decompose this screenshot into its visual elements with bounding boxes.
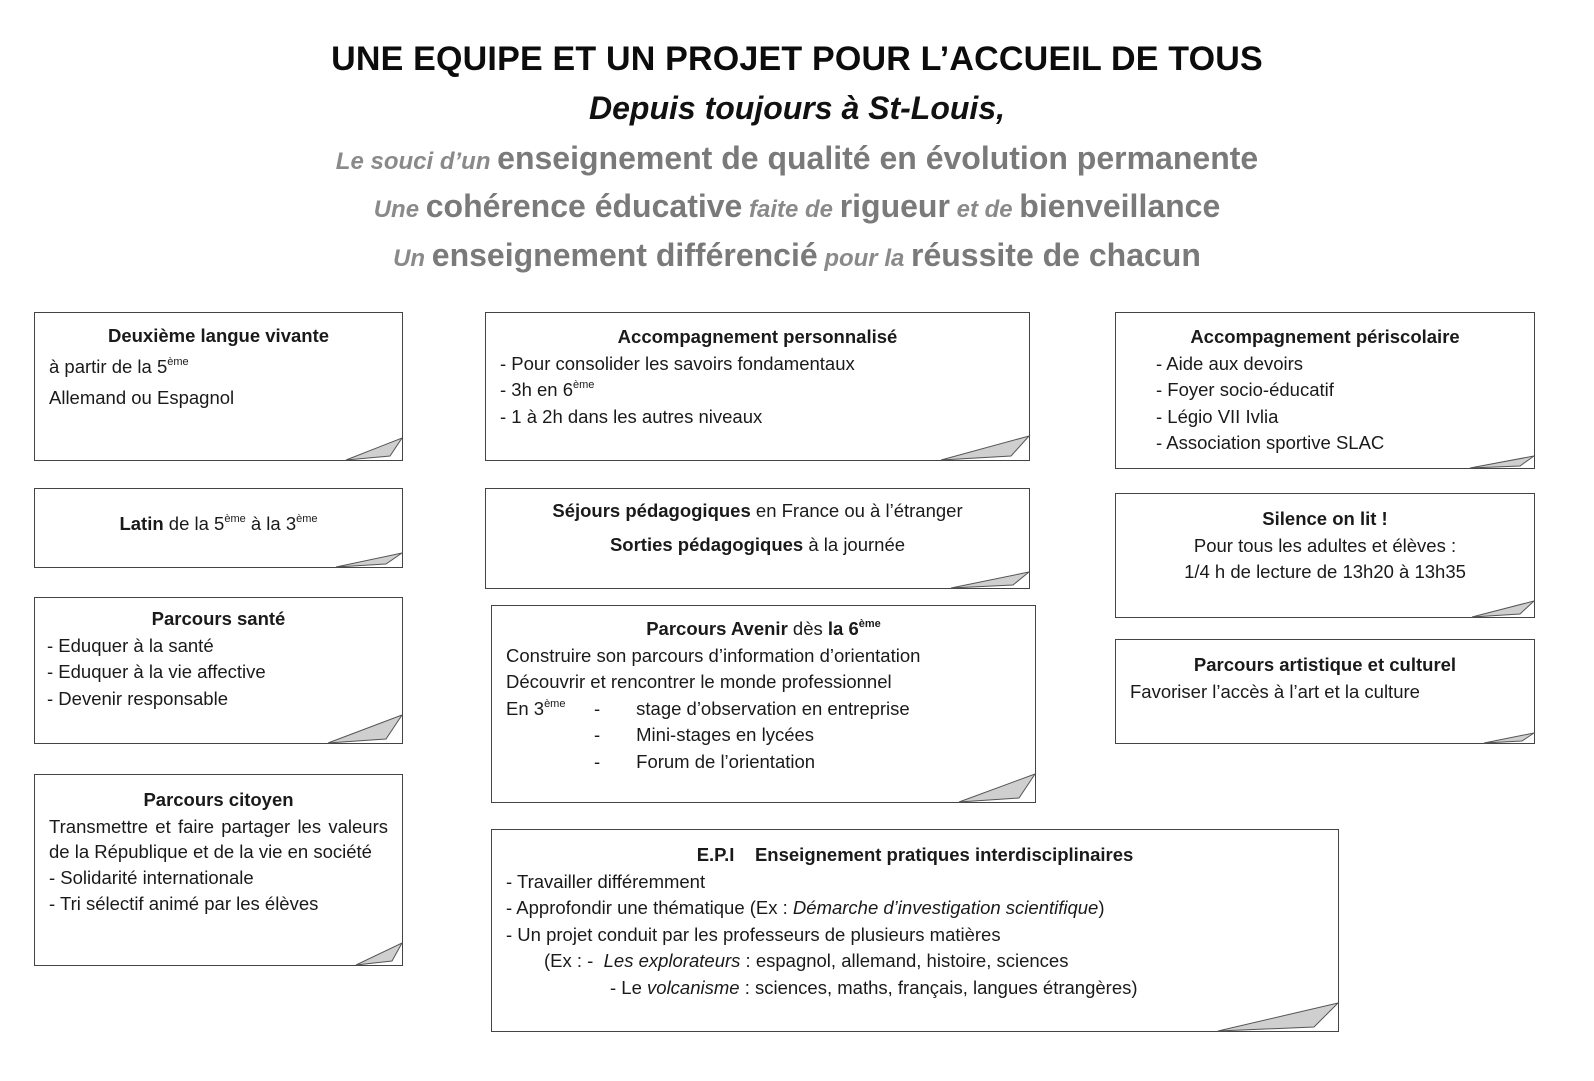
list-item: - Association sportive SLAC (1156, 432, 1385, 453)
text-italic: Démarche d’investigation scientifique (792, 897, 1099, 918)
page-curl-icon (1468, 454, 1536, 470)
list-item: - Eduquer à la santé (47, 634, 214, 656)
card-title: Parcours santé (151, 608, 286, 629)
list-item: - Solidarité internationale (49, 866, 254, 888)
superscript: ème (224, 513, 246, 525)
list-item: - Forum de l’orientation (594, 750, 816, 772)
card-title: Deuxième langue vivante (107, 325, 330, 346)
text-segment: à partir de la 5 (49, 355, 168, 377)
list-prefix (506, 696, 594, 723)
card-parcours-avenir (491, 605, 1036, 803)
text-segment: dès (787, 618, 828, 639)
motto-2-f: bienveillance (1019, 188, 1221, 224)
page-subtitle: Depuis toujours à St-Louis, (588, 90, 1005, 126)
list-item: - Légio VII Ivlia (1156, 405, 1279, 427)
page-title: UNE EQUIPE ET UN PROJET POUR L’ACCUEIL DE TOUS (331, 40, 1263, 78)
list-item (506, 895, 1324, 922)
text-segment: de la 5 (163, 513, 225, 534)
page-curl-icon (957, 772, 1037, 804)
list-item: - Eduquer à la vie affective (47, 661, 266, 682)
motto-2-d: rigueur (839, 188, 950, 224)
list-item: - 1 à 2h dans les autres niveaux (500, 405, 763, 427)
text-segment: en France ou à l’étranger (750, 500, 963, 521)
motto-3-b: enseignement différencié (431, 237, 818, 273)
list-item (500, 377, 1015, 404)
motto-line-1 (0, 140, 1594, 177)
card-sejours-pedagogiques (485, 488, 1030, 589)
card-title: Silence on lit ! (1262, 508, 1388, 529)
page-curl-icon (949, 570, 1031, 590)
card-title: Parcours citoyen (143, 789, 294, 810)
text-italic: Les explorateurs (603, 950, 741, 971)
text-bold: Sorties pédagogiques (609, 533, 804, 555)
text-bold: Parcours Avenir (646, 618, 788, 639)
page-curl-icon (1482, 731, 1536, 745)
motto-line-3 (0, 237, 1594, 274)
page-curl-icon (939, 434, 1031, 462)
text-bold: la 6 (827, 618, 859, 639)
text-bold: Latin (119, 513, 164, 534)
text-segment: : espagnol, allemand, histoire, sciences (740, 950, 1069, 971)
motto-line-2 (0, 188, 1594, 225)
page-curl-icon (1216, 1001, 1340, 1033)
card-title: Parcours artistique et culturel (1193, 654, 1457, 675)
card-text (500, 498, 1015, 525)
card-text (49, 354, 388, 381)
superscript: ème (544, 697, 566, 710)
motto-3-d: réussite de chacun (911, 237, 1201, 273)
card-text: Transmettre et faire partager les valeurs de la République et de la vie en société (49, 815, 388, 862)
text-segment: (Ex : - (544, 950, 604, 971)
motto-2-b: cohérence éducative (425, 188, 743, 224)
card-parcours-sante (34, 597, 403, 744)
card-title: Accompagnement périscolaire (1190, 326, 1460, 347)
superscript: ème (858, 618, 881, 630)
card-text: Favoriser l’accès à l’art et la culture (1130, 680, 1420, 702)
text-segment: - 3h en 6 (500, 379, 574, 400)
superscript: ème (296, 513, 318, 525)
list-item: - Tri sélectif animé par les élèves (49, 893, 319, 914)
card-text: Pour tous les adultes et élèves : (1193, 534, 1457, 556)
card-text (500, 532, 1015, 559)
list-item: - Pour consolider les savoirs fondamentaux (500, 352, 855, 374)
page-curl-icon (334, 551, 404, 569)
page-curl-icon (354, 941, 404, 967)
text-segment: - Approfondir une thématique (Ex : (506, 897, 793, 918)
card-parcours-artistique (1115, 639, 1535, 744)
list-item: - Un projet conduit par les professeurs de plusieurs matières (506, 923, 1001, 945)
superscript: ème (167, 355, 189, 368)
text-segment: à la 3 (245, 513, 297, 534)
card-accompagnement-personnalise (485, 312, 1030, 461)
card-title (506, 616, 1021, 643)
card-deuxieme-langue (34, 312, 403, 461)
card-epi (491, 829, 1339, 1032)
motto-3-c: pour la (817, 245, 911, 272)
list-item (506, 948, 1324, 975)
card-parcours-citoyen (34, 774, 403, 966)
motto-1-main: enseignement de qualité en évolution permanente (497, 140, 1259, 176)
card-text: 1/4 h de lecture de 13h20 à 13h35 (1184, 561, 1466, 582)
text-segment: : sciences, maths, français, langues étrangères) (739, 976, 1138, 998)
page-curl-icon (344, 436, 404, 462)
text-segment: - stage d’observation en entreprise (594, 697, 910, 719)
superscript: ème (573, 379, 595, 391)
card-accompagnement-periscolaire (1115, 312, 1535, 469)
card-text: Construire son parcours d’information d’orientation (506, 644, 921, 666)
card-title: E.P.I Enseignement pratiques interdisciplinaires (696, 844, 1134, 865)
page-curl-icon (1470, 599, 1536, 619)
card-text: Découvrir et rencontrer le monde professionnel (506, 671, 892, 692)
text-segment: En 3 (506, 697, 545, 719)
motto-1-prefix: Le souci d’un (335, 148, 498, 175)
motto-3-a: Un (393, 245, 432, 272)
card-text (49, 511, 388, 538)
card-latin (34, 488, 403, 568)
page-curl-icon (326, 713, 404, 745)
text-bold: Séjours pédagogiques (552, 500, 751, 521)
list-item: - Mini-stages en lycées (594, 724, 815, 745)
list-item: - Devenir responsable (47, 687, 228, 709)
list-item: - Travailler différemment (506, 870, 706, 892)
motto-2-a: Une (373, 196, 426, 223)
text-segment: à la journée (803, 533, 906, 555)
list-item (506, 975, 1324, 1002)
list-item (506, 696, 1021, 723)
card-silence-on-lit (1115, 493, 1535, 618)
motto-2-e: et de (949, 196, 1020, 223)
text-italic: volcanisme (647, 976, 740, 998)
motto-2-c: faite de (742, 196, 840, 223)
list-item: - Aide aux devoirs (1156, 352, 1304, 374)
card-title: Accompagnement personnalisé (617, 326, 898, 347)
text-segment: - Le (610, 976, 648, 998)
text-segment: ) (1098, 897, 1105, 918)
card-text: Allemand ou Espagnol (49, 387, 235, 408)
list-item: - Foyer socio-éducatif (1156, 379, 1334, 400)
